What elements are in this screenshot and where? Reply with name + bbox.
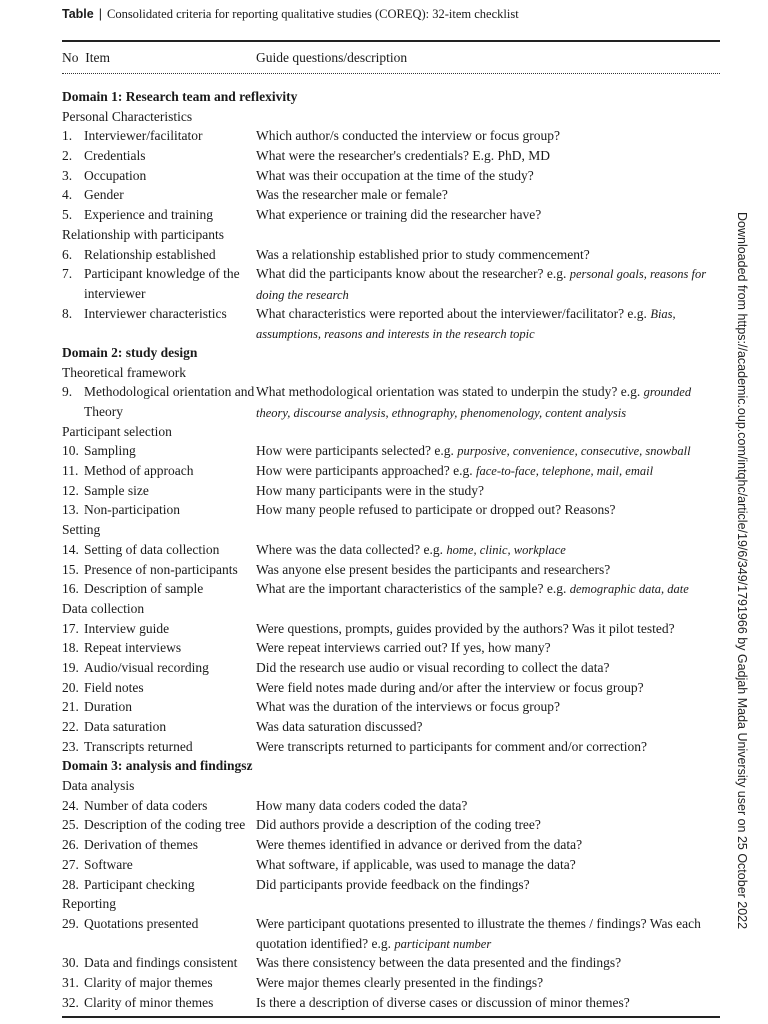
table-row [62,737,720,757]
table-row [62,638,720,658]
item-description [256,441,722,462]
item-number: 18. [62,640,79,656]
table-row [62,461,720,481]
subsection-heading-text: Setting [62,522,101,538]
caption-separator: | [98,7,102,21]
table-row [62,540,720,560]
item-number: 11. [62,463,79,479]
table-row [62,264,720,303]
subsection-heading-text: Reporting [62,896,116,912]
item-description [256,855,722,875]
description-text: What methodological orientation was stated to underpin the study? e.g. [256,384,641,400]
item-name: Relationship established [84,246,216,262]
item-name: Methodological orientation and Theory [84,384,255,420]
description-text: What was their occupation at the time of the study? [256,167,534,183]
description-example: home, clinic, workplace [446,542,566,557]
item-number: 3. [62,167,73,183]
item-number: 8. [62,305,73,321]
item-description [256,540,722,561]
description-text: Were participant quotations presented to illustrate the themes / findings? Was each quotation identified? e.g. [256,915,701,951]
description-text: Is there a description of diverse cases or discussion of minor themes? [256,994,630,1010]
item-description [256,382,722,423]
item-description [256,815,722,835]
description-text: Were major themes clearly presented in the findings? [256,975,544,990]
table-row [62,815,720,835]
description-text: What was the duration of the interviews or focus group? [256,699,561,715]
item-name: Data and findings consistent [84,955,238,971]
item-number: 25. [62,817,79,833]
description-text: What did the participants know about the researcher? e.g. [256,266,567,282]
item-name: Method of approach [84,463,194,479]
item-name: Participant checking [84,876,195,892]
description-text: Was anyone else present besides the participants and researchers? [256,561,611,577]
subsection-heading-text: Relationship with participants [62,226,224,242]
bottom-rule [62,1016,720,1018]
item-name: Experience and training [84,207,213,223]
domain-heading [62,87,720,107]
description-text: Were questions, prompts, guides provided by the authors? Was it pilot tested? [256,620,675,636]
table-row [62,973,720,993]
item-name: Data saturation [84,719,167,735]
item-description [256,166,722,186]
table-row [62,855,720,875]
item-name: Repeat interviews [84,640,182,656]
top-rule [62,40,720,42]
subsection-heading [62,520,720,540]
item-name: Duration [84,699,132,715]
item-number: 26. [62,837,79,853]
item-description [256,500,722,520]
description-example: participant number [394,936,492,951]
item-number: 4. [62,187,73,203]
table-row [62,835,720,855]
item-number: 14. [62,541,79,557]
description-text: Was there consistency between the data presented and the findings? [256,955,622,971]
table-row [62,441,720,461]
description-text: What are the important characteristics of the sample? e.g. [256,581,567,597]
item-name: Transcripts returned [84,738,193,754]
item-number: 5. [62,207,73,223]
column-guide: Guide questions/description [256,50,408,65]
item-number: 23. [62,738,79,754]
subsection-heading [62,599,720,619]
table-caption [62,7,720,22]
item-name: Clarity of minor themes [84,994,214,1010]
item-name: Sampling [84,443,136,459]
subsection-heading-text: Participant selection [62,423,172,439]
domain-heading-text: Domain 2: study design [62,344,198,360]
description-text: How many data coders coded the data? [256,797,468,813]
item-description [256,185,722,205]
item-number: 16. [62,581,79,597]
item-description [256,796,722,816]
item-name: Interview guide [84,620,170,636]
item-number: 17. [62,620,79,636]
item-name: Description of the coding tree [84,817,246,833]
item-name: Gender [84,187,124,203]
item-number: 13. [62,502,79,518]
subsection-heading-text: Personal Characteristics [62,108,193,124]
item-name: Field notes [84,679,144,695]
description-text: Were repeat interviews carried out? If yes, how many? [256,640,551,656]
description-example: grounded theory, discourse analysis, ethnography, phenomenology, content analysis [256,385,692,421]
item-number: 19. [62,659,79,675]
subsection-heading-text: Data collection [62,600,145,616]
table-row [62,678,720,698]
item-description [256,304,722,345]
item-number: 22. [62,719,79,735]
description-text: How many participants were in the study? [256,482,484,498]
caption-text: Consolidated criteria for reporting qualitative studies (COREQ): 32-item checklist [106,7,519,21]
table-row [62,717,720,737]
item-name: Interviewer/facilitator [84,128,203,144]
description-text: Did authors provide a description of the coding tree? [256,817,541,833]
item-number: 24. [62,797,79,813]
description-example: purposive, convenience, consecutive, snowball [457,444,691,459]
item-name: Setting of data collection [84,541,220,557]
item-description [256,658,722,678]
item-number: 32. [62,994,79,1010]
description-text: What experience or training did the researcher have? [256,207,542,223]
description-text: Was data saturation discussed? [256,719,423,735]
item-number: 2. [62,148,73,164]
domain-heading-text: Domain 1: Research team and reflexivity [62,89,298,104]
table-row [62,914,720,953]
description-text: How many people refused to participate or dropped out? Reasons? [256,502,616,518]
table-row [62,953,720,973]
domain-heading-text: Domain 3: analysis and findingsz [62,758,253,774]
subsection-heading [62,894,720,914]
item-number: 9. [62,384,73,400]
item-number: 10. [62,443,79,459]
item-number: 1. [62,128,73,144]
item-name: Derivation of themes [84,837,198,853]
item-description [256,638,722,658]
table-row [62,185,720,205]
description-text: What software, if applicable, was used to manage the data? [256,856,576,872]
item-number: 20. [62,679,79,695]
description-example: personal goals, reasons for doing the research [256,267,707,302]
subsection-heading [62,776,720,796]
item-description [256,697,722,717]
item-number: 21. [62,699,79,715]
item-description [256,678,722,698]
item-description [256,461,722,482]
table-row [62,166,720,186]
description-text: Which author/s conducted the interview or focus group? [256,128,561,144]
table-row [62,560,720,580]
domain-heading [62,343,720,363]
item-name: Description of sample [84,581,204,597]
table-row [62,875,720,895]
item-name: Quotations presented [84,915,199,931]
table-row [62,658,720,678]
item-name: Number of data coders [84,797,208,813]
description-text: How were participants selected? e.g. [256,443,454,459]
item-number: 30. [62,955,79,971]
table-body [62,87,720,1012]
table-row [62,146,720,166]
description-text: Was a relationship established prior to study commencement? [256,246,590,262]
table-row [62,126,720,146]
item-description [256,717,722,737]
subsection-heading [62,422,720,442]
item-description [256,481,722,501]
table-row [62,382,720,421]
item-name: Interviewer characteristics [84,305,227,321]
item-description [256,973,722,993]
table-row [62,796,720,816]
description-text: Were themes identified in advance or derived from the data? [256,837,583,853]
description-text: Where was the data collected? e.g. [256,541,444,557]
item-description [256,264,722,305]
item-name: Credentials [84,148,146,164]
item-description [256,914,722,954]
caption-label: Table [62,7,94,21]
table-row [62,245,720,265]
item-number: 6. [62,246,73,262]
item-number: 7. [62,266,73,282]
table-row [62,481,720,501]
item-name: Non-participation [84,502,180,518]
item-description [256,953,722,973]
item-description [256,579,722,600]
subsection-heading [62,225,720,245]
subsection-heading [62,107,720,127]
subsection-heading-text: Theoretical framework [62,364,187,380]
column-no-item: No Item [62,50,110,65]
item-description [256,835,722,855]
item-number: 28. [62,876,79,892]
item-description [256,737,722,757]
item-name: Participant knowledge of the interviewer [84,266,240,301]
table-row [62,500,720,520]
item-number: 27. [62,856,79,872]
column-header [62,50,720,66]
item-number: 12. [62,482,79,498]
item-name: Sample size [84,482,149,498]
description-example: demographic data, date [569,582,689,597]
description-text: How were participants approached? e.g. [256,463,473,479]
item-description [256,205,722,225]
subsection-heading [62,363,720,383]
description-text: What characteristics were reported about the interviewer/facilitator? e.g. [256,305,647,321]
table-row [62,993,720,1013]
header-dotted-rule [62,73,720,74]
table-row [62,697,720,717]
item-number: 31. [62,975,79,990]
item-description [256,146,722,166]
download-side-note: Downloaded from https://academic.oup.com/intqhc/article/19/6/349/1791966 by Gadjah Mada University user on 25 October 2022 [735,212,749,930]
item-description [256,619,722,639]
item-number: 15. [62,561,79,577]
table-row [62,205,720,225]
description-text: Did participants provide feedback on the findings? [256,876,530,892]
description-text: Were transcripts returned to participants for comment and/or correction? [256,738,648,754]
item-name: Occupation [84,167,147,183]
subsection-heading-text: Data analysis [62,778,135,794]
item-name: Software [84,856,133,872]
item-name: Clarity of major themes [84,975,213,990]
table-row [62,579,720,599]
item-description [256,993,722,1013]
item-description [256,875,722,895]
item-description [256,245,722,265]
table-row [62,619,720,639]
table-row [62,304,720,343]
description-text: What were the researcher's credentials? E.g. PhD, MD [256,148,551,164]
description-text: Did the research use audio or visual recording to collect the data? [256,659,610,675]
item-name: Presence of non-participants [84,561,238,577]
description-text: Was the researcher male or female? [256,187,448,203]
item-number: 29. [62,915,79,931]
description-example: face-to-face, telephone, mail, email [476,464,654,479]
item-name: Audio/visual recording [84,659,209,675]
item-description [256,560,722,580]
description-text: Were field notes made during and/or after the interview or focus group? [256,679,644,695]
description-example: Bias, assumptions, reasons and interests in the research topic [256,306,676,342]
item-description [256,126,722,146]
domain-heading [62,756,720,776]
